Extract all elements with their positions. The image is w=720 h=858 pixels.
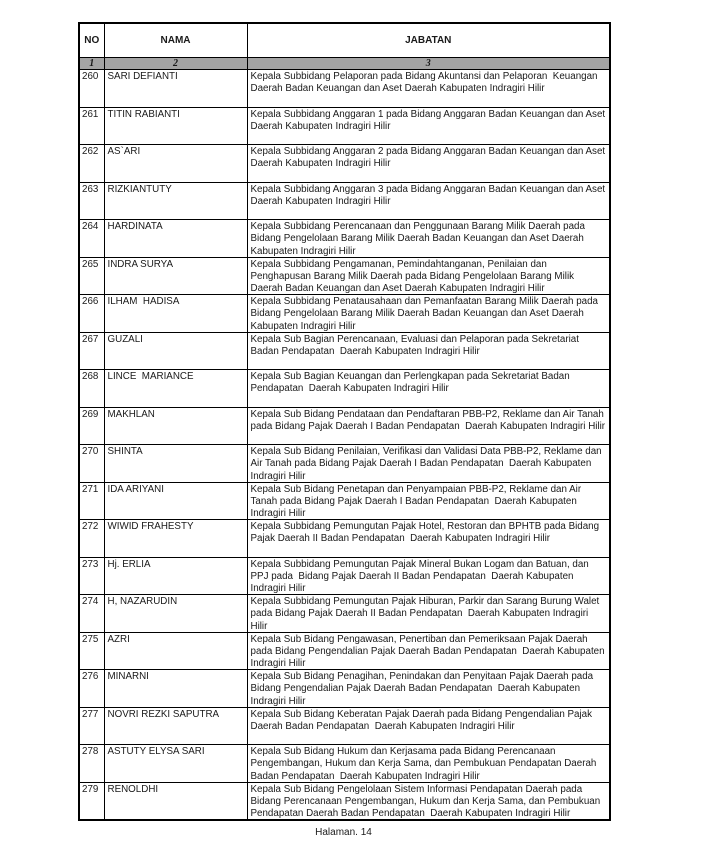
row-nama [104, 332, 247, 370]
row-jabatan [247, 332, 610, 370]
row-jabatan-text: Kepala Subbidang Pengamanan, Pemindahtanganan, Penilaian dan Penghapusan Barang Milik Daerah pada Bidang Pengelolaan Barang Milik Daerah Badan Keuangan dan Aset Daerah Kabupaten Indragiri Hilir [250, 258, 577, 294]
table-row [79, 370, 610, 408]
row-nama [104, 557, 247, 595]
row-jabatan-text: Kepala Subbidang Penatausahaan dan Pemanfaatan Barang Milik Daerah pada Bidang Pengelolaan Barang Milik Daerah Badan Keuangan dan Aset Daerah Kabupaten Indragiri Hilir [250, 296, 601, 332]
row-no-text: 266 [82, 296, 99, 307]
table-row [79, 295, 610, 333]
table-row [79, 107, 610, 145]
row-no-text: 276 [82, 671, 99, 682]
row-nama-text: SARI DEFIANTI [107, 71, 178, 82]
row-no-text: 268 [82, 371, 99, 382]
row-jabatan [247, 670, 610, 708]
table-row [79, 70, 610, 108]
row-jabatan [247, 745, 610, 783]
row-jabatan-text: Kepala Sub Bidang Penilaian, Verifikasi dan Validasi Data PBB-P2, Reklame dan Air Tanah pada Bidang Pajak Daerah I Badan Pendapatan Daerah Kabupaten Indragiri Hilir [250, 446, 604, 482]
row-nama [104, 745, 247, 783]
row-no [79, 370, 104, 408]
row-nama [104, 632, 247, 670]
row-no [79, 220, 104, 258]
row-jabatan-text: Kepala Sub Bidang Pengawasan, Penertiban dan Pemeriksaan Pajak Daerah pada Bidang Pengendalian Pajak Daerah Badan Pendapatan Daerah Kabupaten Indragiri Hilir [250, 633, 608, 669]
row-jabatan [247, 182, 610, 220]
row-jabatan [247, 782, 610, 820]
row-no-text: 272 [82, 521, 99, 532]
table-row [79, 520, 610, 558]
row-no [79, 107, 104, 145]
row-nama-text: NOVRI REZKI SAPUTRA [107, 708, 220, 720]
row-jabatan-text: Kepala Subbidang Pemungutan Pajak Mineral Bukan Logam dan Batuan, dan PPJ pada Bidang Pajak Daerah II Badan Pendapatan Daerah Kabupaten Indragiri Hilir [250, 558, 592, 594]
row-jabatan [247, 145, 610, 183]
row-no [79, 670, 104, 708]
page-footer: Halaman. 14 [315, 827, 372, 838]
row-nama [104, 257, 247, 295]
row-jabatan-text: Kepala Sub Bagian Keuangan dan Perlengkapan pada Sekretariat Badan Pendapatan Daerah Kabupaten Indragiri Hilir [250, 371, 573, 395]
row-jabatan [247, 257, 610, 295]
row-jabatan [247, 220, 610, 258]
table-row [79, 707, 610, 745]
row-no [79, 782, 104, 820]
row-jabatan [247, 370, 610, 408]
row-jabatan [247, 407, 610, 445]
row-nama [104, 407, 247, 445]
row-no-text: 271 [82, 483, 99, 495]
row-no [79, 745, 104, 783]
table-body [79, 70, 610, 821]
row-no-text: 267 [82, 333, 99, 345]
row-nama [104, 107, 247, 145]
row-jabatan-text: Kepala Sub Bidang Pengelolaan Sistem Informasi Pendapatan Daerah pada Bidang Perencanaan Pengembangan, Hukum dan Kerja Sama, dan Pembukuan Pendapatan Daerah Badan Pendapatan Daerah Kabupaten Indragiri Hilir [250, 783, 603, 819]
row-no-text: 261 [82, 108, 99, 120]
row-nama [104, 145, 247, 183]
table-row [79, 220, 610, 258]
row-no-text: 273 [82, 558, 99, 570]
row-jabatan-text: Kepala Subbidang Anggaran 2 pada Bidang Anggaran Badan Keuangan dan Aset Daerah Kabupaten Indragiri Hilir [250, 146, 608, 170]
row-jabatan [247, 520, 610, 558]
row-nama [104, 70, 247, 108]
row-jabatan-text: Kepala Subbidang Perencanaan dan Penggunaan Barang Milik Daerah pada Bidang Pengelolaan Barang Milik Daerah Badan Keuangan dan Aset Daerah Kabupaten Indragiri Hilir [250, 221, 588, 257]
row-no-text: 278 [82, 746, 99, 757]
header-no: NO [79, 23, 104, 58]
table-row [79, 145, 610, 183]
column-number-2: 2 [104, 58, 247, 70]
row-no-text: 274 [82, 596, 99, 607]
row-nama-text: MAKHLAN [107, 408, 155, 420]
row-jabatan-text: Kepala Subbidang Pelaporan pada Bidang Akuntansi dan Pelaporan Keuangan Daerah Badan Keuangan dan Aset Daerah Kabupaten Indragiri Hilir [250, 71, 601, 95]
table-row [79, 782, 610, 820]
header-nama: NAMA [104, 23, 247, 58]
row-no [79, 70, 104, 108]
row-jabatan-text: Kepala Sub Bidang Penetapan dan Penyampaian PBB-P2, Reklame dan Air Tanah pada Bidang Pajak Daerah I Badan Pendapatan Daerah Kabupaten Indragiri Hilir [250, 483, 584, 519]
row-nama [104, 370, 247, 408]
row-jabatan-text: Kepala Subbidang Anggaran 3 pada Bidang Anggaran Badan Keuangan dan Aset Daerah Kabupaten Indragiri Hilir [250, 183, 608, 207]
row-nama-text: LINCE MARIANCE [107, 371, 194, 382]
row-jabatan [247, 707, 610, 745]
row-no-text: 275 [82, 633, 99, 645]
table-row [79, 257, 610, 295]
row-jabatan [247, 107, 610, 145]
row-jabatan [247, 557, 610, 595]
table-row [79, 182, 610, 220]
row-nama-text: AZRI [107, 633, 130, 645]
row-no-text: 262 [82, 146, 99, 157]
row-jabatan-text: Kepala Subbidang Pemungutan Pajak Hiburan, Parkir dan Sarang Burung Walet pada Bidang Pajak Daerah II Badan Pendapatan Daerah Kabupaten Indragiri Hilir [250, 596, 602, 632]
column-number-3: 3 [247, 58, 610, 70]
row-nama [104, 445, 247, 483]
row-nama [104, 482, 247, 520]
row-nama-text: H, NAZARUDIN [107, 596, 178, 607]
table-row [79, 632, 610, 670]
row-no [79, 332, 104, 370]
row-nama-text: GUZALI [107, 333, 143, 345]
row-nama [104, 295, 247, 333]
row-no [79, 295, 104, 333]
table-row [79, 482, 610, 520]
row-jabatan [247, 632, 610, 670]
row-no-text: 279 [82, 783, 99, 795]
row-jabatan [247, 445, 610, 483]
row-no-text: 264 [82, 221, 99, 232]
row-nama-text: HARDINATA [107, 221, 163, 232]
header-jabatan: JABATAN [247, 23, 610, 58]
row-no [79, 595, 104, 633]
row-jabatan-text: Kepala Sub Bidang Pendataan dan Pendaftaran PBB-P2, Reklame dan Air Tanah pada Bidang Pajak Daerah I Badan Pendapatan Daerah Kabupaten Indragiri Hilir [250, 408, 607, 432]
row-nama-text: Hj. ERLIA [107, 558, 151, 570]
row-no [79, 445, 104, 483]
table-row [79, 557, 610, 595]
table-row [79, 407, 610, 445]
row-no [79, 520, 104, 558]
row-nama-text: IDA ARIYANI [107, 483, 164, 495]
row-no-text: 263 [82, 183, 99, 195]
row-no [79, 482, 104, 520]
column-number-row [79, 58, 610, 70]
row-nama [104, 520, 247, 558]
row-nama-text: RIZKIANTUTY [107, 183, 172, 195]
table-row [79, 445, 610, 483]
row-nama [104, 220, 247, 258]
officials-table [78, 22, 611, 821]
row-nama-text: ILHAM HADISA [107, 296, 180, 307]
row-nama-text: MINARNI [107, 671, 149, 682]
row-nama [104, 595, 247, 633]
table-row [79, 745, 610, 783]
row-nama-text: INDRA SURYA [107, 258, 174, 270]
row-no [79, 557, 104, 595]
row-jabatan-text: Kepala Sub Bagian Perencanaan, Evaluasi dan Pelaporan pada Sekretariat Badan Pendapatan Daerah Kabupaten Indragiri Hilir [250, 333, 582, 357]
row-jabatan [247, 70, 610, 108]
row-nama [104, 782, 247, 820]
row-nama [104, 182, 247, 220]
row-no [79, 707, 104, 745]
table-header-row [79, 23, 610, 58]
row-jabatan-text: Kepala Subbidang Pemungutan Pajak Hotel, Restoran dan BPHTB pada Bidang Pajak Daerah II Badan Pendapatan Daerah Kabupaten Indragiri Hilir [250, 521, 602, 545]
row-no-text: 277 [82, 708, 99, 720]
row-no [79, 257, 104, 295]
table-row [79, 670, 610, 708]
row-jabatan [247, 595, 610, 633]
row-no-text: 270 [82, 446, 99, 457]
row-no [79, 145, 104, 183]
row-jabatan-text: Kepala Subbidang Anggaran 1 pada Bidang Anggaran Badan Keuangan dan Aset Daerah Kabupaten Indragiri Hilir [250, 108, 608, 132]
row-nama-text: ASTUTY ELYSA SARI [107, 746, 205, 757]
row-jabatan [247, 482, 610, 520]
row-nama-text: RENOLDHI [107, 783, 159, 795]
row-no-text: 260 [82, 71, 99, 82]
row-jabatan-text: Kepala Sub Bidang Keberatan Pajak Daerah pada Bidang Pengendalian Pajak Daerah Badan Pendapatan Daerah Kabupaten Indragiri Hilir [250, 708, 595, 732]
column-number-1: 1 [79, 58, 104, 70]
row-nama [104, 707, 247, 745]
row-nama [104, 670, 247, 708]
row-no [79, 407, 104, 445]
row-nama-text: SHINTA [107, 446, 143, 457]
row-no-text: 269 [82, 408, 99, 420]
row-jabatan [247, 295, 610, 333]
row-no [79, 182, 104, 220]
row-nama-text: AS`ARI [107, 146, 141, 157]
row-jabatan-text: Kepala Sub Bidang Hukum dan Kerjasama pada Bidang Perencanaan Pengembangan, Hukum dan Kerja Sama, dan Pembukuan Pendapatan Daerah Badan Pendapatan Daerah Kabupaten Indragiri Hilir [250, 746, 600, 782]
row-nama-text: WIWID FRAHESTY [107, 521, 194, 532]
table-row [79, 332, 610, 370]
row-jabatan-text: Kepala Sub Bidang Penagihan, Penindakan dan Penyitaan Pajak Daerah pada Bidang Pengendalian Pajak Daerah Badan Pendapatan Daerah Kabupaten Indragiri Hilir [250, 671, 596, 707]
row-no-text: 265 [82, 258, 99, 270]
row-nama-text: TITIN RABIANTI [107, 108, 180, 120]
table-row [79, 595, 610, 633]
row-no [79, 632, 104, 670]
